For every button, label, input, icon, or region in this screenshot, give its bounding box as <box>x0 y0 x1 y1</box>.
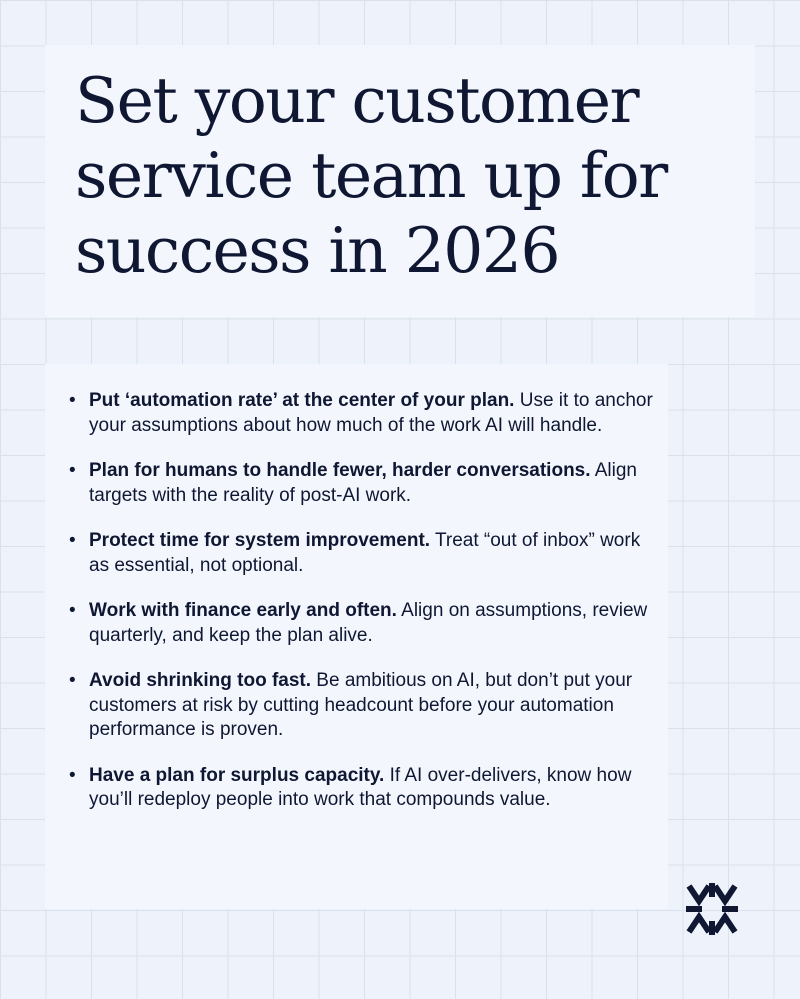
tip-heading: Put ‘automation rate’ at the center of your plan. <box>89 390 515 411</box>
tip-text: Treat “out of inbox” work as essential, not optional. <box>89 530 641 576</box>
title-panel <box>45 45 755 317</box>
logo-ray <box>715 886 735 901</box>
logo-ray <box>689 917 709 932</box>
tip-text: Align targets with the reality of post-AI work. <box>89 460 637 506</box>
list-item <box>69 459 659 508</box>
tips-panel <box>45 364 668 909</box>
starburst-logo-icon <box>686 883 738 935</box>
bullet-icon: • <box>69 600 76 621</box>
logo-ray <box>715 917 735 932</box>
bullet-icon: • <box>69 670 76 691</box>
list-item <box>69 599 659 648</box>
page-title: Set your customer service team up for success in 2026 <box>75 64 667 287</box>
list-item <box>69 389 659 438</box>
tip-heading: Protect time for system improvement. <box>89 530 431 551</box>
tips-list <box>69 389 659 834</box>
tip-text: If AI over-delivers, know how you’ll redeploy people into work that compounds value. <box>89 764 632 810</box>
tip-heading: Plan for humans to handle fewer, harder conversations. <box>89 460 591 481</box>
list-item <box>69 669 659 743</box>
bullet-icon: • <box>69 764 76 786</box>
tip-text: Align on assumptions, review quarterly, and keep the plan alive. <box>89 600 648 646</box>
tip-heading: Have a plan for surplus capacity. <box>89 764 385 786</box>
tip-heading: Work with finance early and often. <box>89 600 397 621</box>
bullet-icon: • <box>69 460 76 481</box>
bullet-icon: • <box>69 390 76 411</box>
tip-text: Be ambitious on AI, but don’t put your customers at risk by cutting headcount before your automation performance is proven. <box>89 670 633 740</box>
list-item <box>69 529 659 578</box>
logo-ray <box>689 886 709 901</box>
bullet-icon: • <box>69 530 76 551</box>
tip-heading: Avoid shrinking too fast. <box>89 670 312 691</box>
tip-text: Use it to anchor your assumptions about how much of the work AI will handle. <box>89 390 653 436</box>
list-item <box>69 764 659 813</box>
